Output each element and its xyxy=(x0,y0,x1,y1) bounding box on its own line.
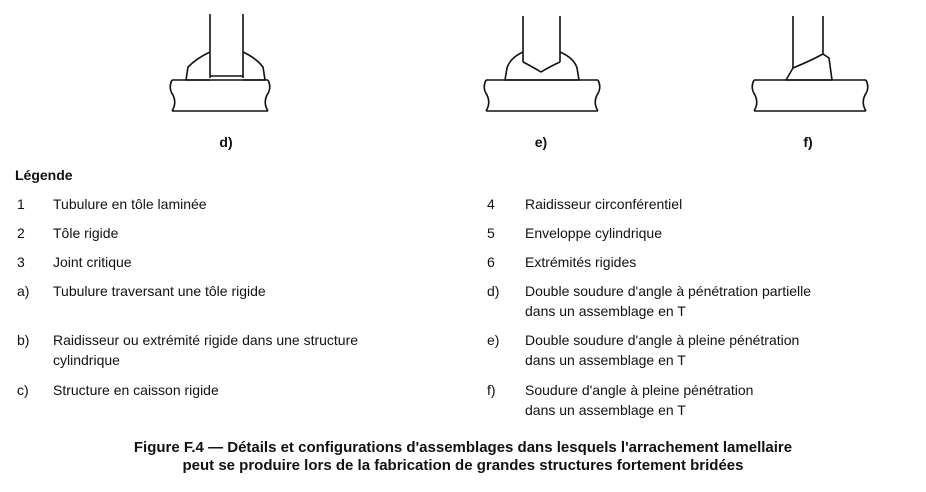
figure-e-stem xyxy=(523,16,560,62)
caption-line-1: Figure F.4 — Détails et configurations d'assemblages dans lesquels l'arrachement lamellaire xyxy=(133,439,793,456)
legend-key: 6 xyxy=(487,254,495,270)
legend-key: 5 xyxy=(487,225,495,241)
legend-text: Enveloppe cylindrique xyxy=(525,225,662,241)
figure-e-weld xyxy=(505,52,579,80)
legend-text: Double soudure d'angle à pleine pénétration xyxy=(525,332,800,348)
figure-f-drawing xyxy=(752,16,868,111)
legend-key: b) xyxy=(17,332,30,348)
legend-text-line2: dans un assemblage en T xyxy=(525,352,686,368)
legend-text: Structure en caisson rigide xyxy=(53,382,219,398)
legend-key: 2 xyxy=(17,225,25,241)
legend-key: d) xyxy=(487,283,500,299)
figure-d-stem xyxy=(210,14,243,78)
legend-text: Tôle rigide xyxy=(53,225,119,241)
figure-f-label: f) xyxy=(803,134,813,150)
legend-text-line2: dans un assemblage en T xyxy=(525,402,686,418)
figure-d-weld-left xyxy=(186,52,210,80)
figure-e-plate xyxy=(484,80,600,111)
figure-f-plate xyxy=(752,80,868,111)
legend-key: c) xyxy=(17,382,29,398)
figure-d-drawing xyxy=(170,14,270,111)
legend-text: Soudure d'angle à pleine pénétration xyxy=(525,382,754,398)
legend-key: 1 xyxy=(17,196,25,212)
legend-key: 3 xyxy=(17,254,25,270)
legend-text: Raidisseur circonférentiel xyxy=(525,196,683,212)
legend-text: Tubulure traversant une tôle rigide xyxy=(53,283,266,299)
legend-text: Tubulure en tôle laminée xyxy=(53,196,207,212)
legend-text: Joint critique xyxy=(53,254,132,270)
legend-key: f) xyxy=(487,382,496,398)
figure-d-plate xyxy=(170,80,270,111)
weld-figures xyxy=(0,0,926,130)
legend-title: Légende xyxy=(15,167,73,183)
legend-text-line2: cylindrique xyxy=(53,352,120,368)
figure-e-label: e) xyxy=(534,134,548,150)
legend-key: a) xyxy=(17,283,30,299)
figure-d-label: d) xyxy=(219,134,233,150)
legend-key: 4 xyxy=(487,196,495,212)
legend-text: Double soudure d'angle à pénétration partielle xyxy=(525,283,811,299)
caption-line-2: peut se produire lors de la fabrication de grandes structures fortement bridées xyxy=(182,457,744,474)
legend-text: Extrémités rigides xyxy=(525,254,637,270)
figure-d-weld-right xyxy=(243,52,265,80)
figure-caption xyxy=(0,439,926,475)
figure-e-drawing xyxy=(484,16,600,111)
legend-text: Raidisseur ou extrémité rigide dans une structure xyxy=(53,332,359,348)
figure-f-stem xyxy=(793,16,823,68)
legend-key: e) xyxy=(487,332,500,348)
legend-text-line2: dans un assemblage en T xyxy=(525,303,686,319)
